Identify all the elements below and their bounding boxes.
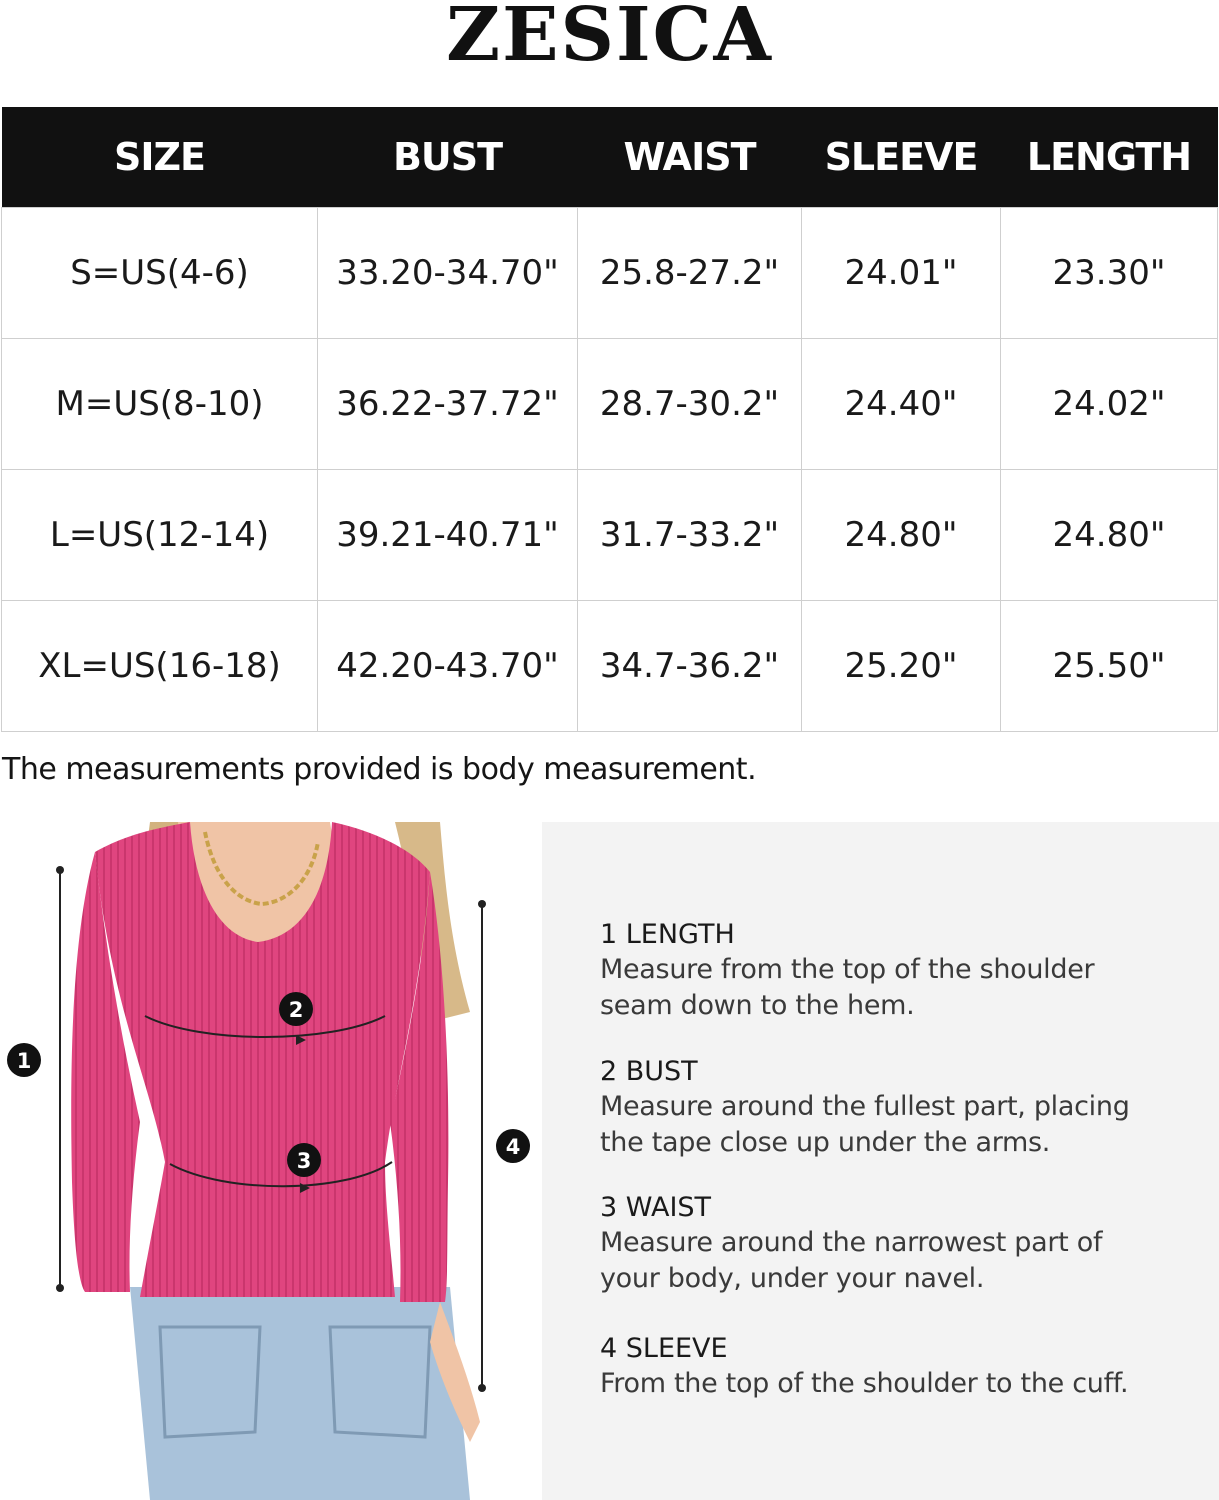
cell-waist: 31.7-33.2" (578, 470, 802, 601)
cell-bust: 42.20-43.70" (318, 601, 578, 732)
cell-waist: 34.7-36.2" (578, 601, 802, 732)
cell-bust: 33.20-34.70" (318, 208, 578, 339)
instruction-bust (600, 1055, 1200, 1161)
measure-endpoint (56, 866, 64, 874)
measure-endpoint (56, 1284, 64, 1292)
marker-3 (287, 1143, 321, 1177)
marker-2 (279, 992, 313, 1026)
model-photo (0, 822, 540, 1500)
jeans-shape (130, 1287, 470, 1500)
measure-endpoint (478, 1384, 486, 1392)
header-size: SIZE (2, 107, 318, 208)
size-chart-table (1, 107, 1218, 732)
header-bust: BUST (318, 107, 578, 208)
table-row (2, 339, 1218, 470)
cell-length: 24.02" (1001, 339, 1218, 470)
cell-length: 23.30" (1001, 208, 1218, 339)
table-row (2, 601, 1218, 732)
marker-4-label: 4 (505, 1135, 521, 1159)
table-row (2, 470, 1218, 601)
instruction-title: 3 WAIST (600, 1192, 712, 1223)
cell-size: L=US(12-14) (2, 470, 318, 601)
instruction-text: your body, under your navel. (600, 1263, 985, 1294)
instruction-text: the tape close up under the arms. (600, 1127, 1051, 1158)
cell-length: 24.80" (1001, 470, 1218, 601)
marker-1-label: 1 (16, 1049, 32, 1073)
marker-1 (7, 1043, 41, 1077)
instruction-title: 2 BUST (600, 1056, 698, 1087)
cell-sleeve: 25.20" (802, 601, 1001, 732)
cell-size: M=US(8-10) (2, 339, 318, 470)
instruction-title: 1 LENGTH (600, 919, 735, 950)
brand-logo: ZESICA (446, 0, 773, 78)
instruction-title: 4 SLEEVE (600, 1333, 728, 1364)
instruction-text: Measure around the fullest part, placing (600, 1091, 1130, 1122)
measurement-instructions-panel (542, 822, 1219, 1500)
cell-sleeve: 24.80" (802, 470, 1001, 601)
marker-3-label: 3 (296, 1149, 312, 1173)
cell-size: S=US(4-6) (2, 208, 318, 339)
instruction-text: Measure from the top of the shoulder (600, 954, 1095, 985)
cell-size: XL=US(16-18) (2, 601, 318, 732)
instruction-text: From the top of the shoulder to the cuff. (600, 1368, 1129, 1399)
header-sleeve: SLEEVE (802, 107, 1001, 208)
cell-sleeve: 24.40" (802, 339, 1001, 470)
instruction-text: Measure around the narrowest part of (600, 1227, 1103, 1258)
instruction-length (600, 918, 1200, 1024)
table-header-row (2, 107, 1218, 208)
cell-length: 25.50" (1001, 601, 1218, 732)
measure-endpoint (478, 900, 486, 908)
header-length: LENGTH (1001, 107, 1218, 208)
header-waist: WAIST (578, 107, 802, 208)
cell-waist: 25.8-27.2" (578, 208, 802, 339)
marker-4 (496, 1129, 530, 1163)
marker-2-label: 2 (288, 998, 304, 1022)
cell-sleeve: 24.01" (802, 208, 1001, 339)
cell-waist: 28.7-30.2" (578, 339, 802, 470)
instruction-sleeve (600, 1332, 1200, 1402)
cell-bust: 36.22-37.72" (318, 339, 578, 470)
measurement-note: The measurements provided is body measurement. (2, 752, 757, 787)
table-row (2, 208, 1218, 339)
instruction-waist (600, 1191, 1200, 1297)
cell-bust: 39.21-40.71" (318, 470, 578, 601)
instruction-text: seam down to the hem. (600, 990, 915, 1021)
